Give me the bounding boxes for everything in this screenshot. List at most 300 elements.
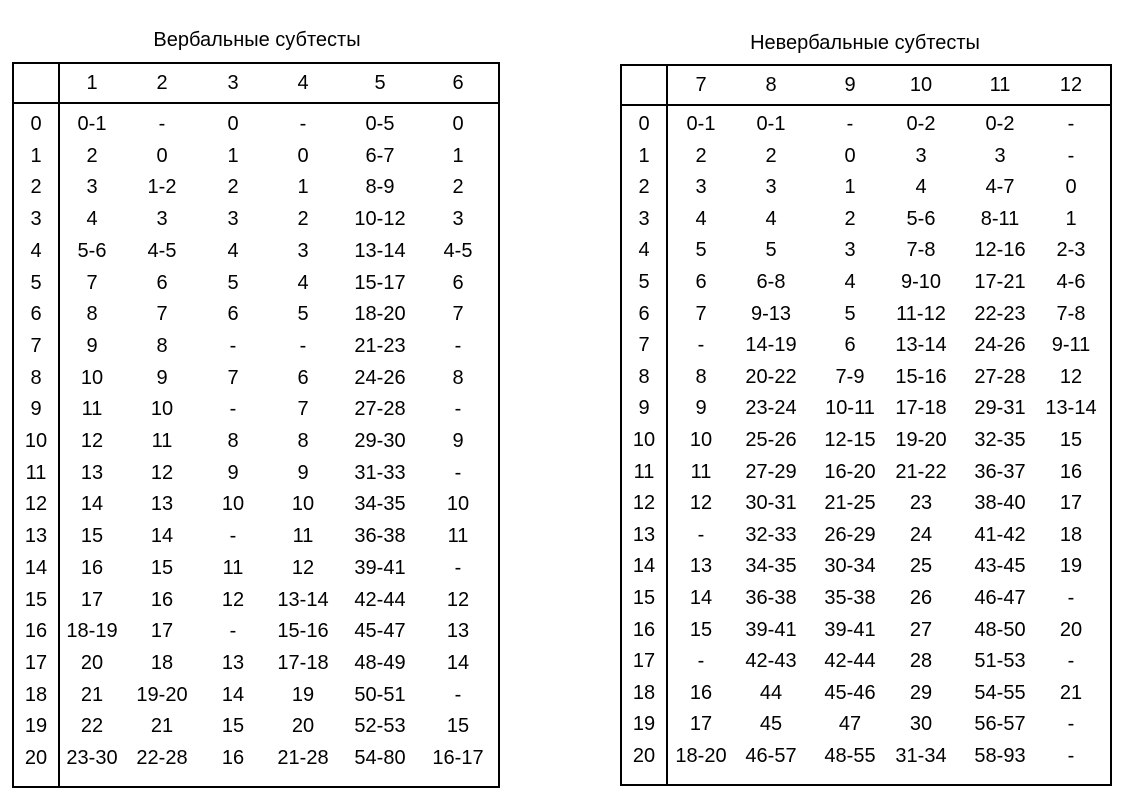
table-cell: 5 [695, 239, 707, 262]
column-header: 9 [844, 74, 856, 96]
table-cell: 3 [156, 208, 168, 231]
table-cell: 43-45 [974, 555, 1026, 578]
table-cell: 4-7 [985, 176, 1015, 199]
table-cell: 10 [291, 493, 315, 516]
table-cell: 12 [291, 556, 315, 579]
table-cell: 10 [446, 493, 470, 516]
table-cell: 58-93 [974, 745, 1026, 767]
table-cell: 0-1 [77, 113, 107, 135]
table-cell: - [454, 683, 462, 706]
table-cell: - [454, 398, 462, 421]
table-cell: 8 [227, 430, 239, 452]
table-cell: 39-41 [824, 618, 876, 641]
table-cell: 7 [227, 366, 239, 389]
table-cell: 2 [452, 176, 464, 199]
table-cell: 17-18 [895, 397, 947, 420]
table-cell: - [454, 461, 462, 484]
column-header: 6 [452, 72, 464, 94]
row-label: 3 [30, 208, 42, 231]
table-cell: 7 [156, 303, 168, 326]
table-cell: 7 [86, 271, 98, 294]
table-cell: 35-38 [824, 587, 876, 609]
table-cell: - [158, 113, 166, 135]
row-label: 20 [632, 745, 656, 767]
table-cell: 10 [689, 429, 713, 451]
table-cell: 5 [844, 302, 856, 325]
table-cell: 16-17 [432, 747, 484, 769]
table-cell: 16 [1059, 460, 1083, 483]
table-cell: 9-10 [900, 271, 942, 293]
table-cell: 25-26 [745, 429, 797, 451]
table-cell: 3 [915, 144, 927, 167]
table-cell: 13-14 [1045, 397, 1097, 420]
row-label: 6 [30, 303, 42, 326]
table-cell: - [697, 334, 705, 357]
table-cell: 23 [909, 492, 933, 515]
table-cell: 11 [292, 525, 314, 548]
row-label: 7 [30, 334, 42, 357]
row-label: 12 [24, 493, 48, 516]
row-label: 0 [30, 113, 42, 135]
table-cell: 4 [765, 207, 777, 230]
table-cell: 17 [80, 588, 104, 611]
column-header: 8 [765, 74, 777, 96]
table-cell: 14 [221, 683, 245, 706]
table-cell: 22-23 [974, 302, 1026, 325]
table-cell: - [229, 398, 237, 421]
table-cell: - [229, 334, 237, 357]
table-cell: 21 [150, 715, 174, 738]
table-cell: 6 [156, 271, 168, 294]
table-cell: 5-6 [906, 207, 936, 230]
table-cell: 18-19 [66, 620, 118, 643]
table-cell: 34-35 [354, 493, 406, 516]
table-cell: 8 [297, 430, 309, 452]
table-cell: 3 [86, 176, 98, 199]
table-cell: 38-40 [974, 492, 1026, 515]
table-cell: 0 [227, 113, 239, 135]
table-cell: - [229, 620, 237, 643]
table-cell: 1 [227, 144, 239, 167]
table-cell: 4 [227, 239, 239, 262]
table-cell: 6-7 [365, 144, 395, 167]
table-cell: 9 [86, 334, 98, 357]
table-cell: 21-23 [354, 334, 406, 357]
table-cell: - [1067, 713, 1075, 736]
table-cell: 15 [150, 556, 174, 579]
table-cell: 14 [150, 525, 174, 548]
table-cell: 7-8 [906, 239, 936, 262]
row-label: 6 [638, 302, 650, 325]
table-cell: 4 [915, 176, 927, 199]
table-cell: 32-35 [974, 429, 1026, 451]
table-cell: 3 [994, 144, 1006, 167]
table-cell: 9 [695, 397, 707, 420]
table-cell: 8-11 [980, 207, 1020, 230]
table-cell: - [697, 523, 705, 546]
row-label: 8 [638, 365, 650, 388]
table-cell: 7 [695, 302, 707, 325]
table-cell: 42-44 [824, 650, 876, 673]
row-label: 10 [24, 430, 48, 452]
table-cell: 0 [156, 144, 168, 167]
table-cell: 15 [689, 618, 713, 641]
table-cell: 7-8 [1056, 302, 1086, 325]
table-cell: 46-57 [745, 745, 797, 767]
table-cell: 46-47 [974, 587, 1026, 609]
table-cell: 24 [909, 523, 933, 546]
table-cell: 39-41 [354, 556, 406, 579]
row-label: 15 [24, 588, 48, 611]
table-cell: 19 [291, 683, 315, 706]
table-cell: 11 [222, 556, 244, 579]
table-cell: 8 [86, 303, 98, 326]
table-cell: 41-42 [974, 523, 1026, 546]
table-cell: 12 [221, 588, 245, 611]
table-cell: 14 [446, 651, 470, 674]
row-label: 9 [30, 398, 42, 421]
row-label: 10 [632, 429, 656, 451]
table-cell: 0 [844, 144, 856, 167]
table-cell: 20-22 [745, 365, 797, 388]
table-cell: 17-18 [277, 651, 329, 674]
table-cell: - [1067, 745, 1075, 767]
table-cell: 16 [221, 747, 245, 769]
table-cell: 50-51 [354, 683, 406, 706]
table-cell: - [299, 113, 307, 135]
table-cell: 32-33 [745, 523, 797, 546]
row-label: 17 [632, 650, 656, 673]
table-cell: 3 [452, 208, 464, 231]
table-cell: 12-15 [824, 429, 876, 451]
table-cell: 13 [689, 555, 713, 578]
table-cell: 39-41 [745, 618, 797, 641]
table-cell: 54-55 [974, 681, 1026, 704]
table-cell: 47 [838, 713, 862, 736]
row-label: 13 [632, 523, 656, 546]
table-cell: 30 [909, 713, 933, 736]
table-cell: 16-20 [824, 460, 876, 483]
table-cell: 5 [297, 303, 309, 326]
table-cell: 9 [297, 461, 309, 484]
verbal-subtests-table [12, 62, 500, 788]
table-cell: 4-6 [1056, 271, 1086, 293]
table-cell: 27-28 [354, 398, 406, 421]
table-cell: 12 [689, 492, 713, 515]
table-cell: 27-29 [745, 460, 797, 483]
table-cell: 13 [221, 651, 245, 674]
table-cell: 2 [227, 176, 239, 199]
table-cell: 29-30 [354, 430, 406, 452]
row-label: 3 [638, 207, 650, 230]
table-cell: 6 [695, 271, 707, 293]
table-cell: 17 [150, 620, 174, 643]
table-cell: 1 [1065, 207, 1077, 230]
table-cell: 7 [452, 303, 464, 326]
row-label: 5 [638, 271, 650, 293]
table-cell: 6-8 [756, 271, 786, 293]
table-cell: 45-47 [354, 620, 406, 643]
table-cell: 21-25 [824, 492, 876, 515]
column-header: 3 [227, 72, 239, 94]
row-label: 16 [632, 618, 656, 641]
table-cell: 12-16 [974, 239, 1026, 262]
table-cell: 13-14 [354, 239, 406, 262]
table-cell: 29 [909, 681, 933, 704]
row-label: 4 [638, 239, 650, 262]
table-cell: 3 [765, 176, 777, 199]
table-cell: - [1067, 144, 1075, 167]
table-cell: 1-2 [147, 176, 177, 199]
row-label: 11 [633, 460, 655, 483]
table-cell: 15-16 [277, 620, 329, 643]
table-cell: 5 [765, 239, 777, 262]
row-label: 14 [24, 556, 48, 579]
table-cell: 3 [227, 208, 239, 231]
table-cell: 3 [844, 239, 856, 262]
table-cell: 12 [80, 430, 104, 452]
table-cell: 48-55 [824, 745, 876, 767]
table-cell: 13 [150, 493, 174, 516]
table-cell: 51-53 [974, 650, 1026, 673]
table-cell: 42-44 [354, 588, 406, 611]
table-cell: - [229, 525, 237, 548]
table-cell: 9-11 [1051, 334, 1091, 357]
table-cell: 18 [1059, 523, 1083, 546]
header-rule [622, 104, 1110, 106]
row-label: 19 [632, 713, 656, 736]
table-cell: 0-1 [756, 113, 786, 135]
table-cell: 54-80 [354, 747, 406, 769]
table-cell: 27-28 [974, 365, 1026, 388]
nonverbal-table-title: Невербальные субтесты [750, 32, 980, 54]
table-cell: 13 [80, 461, 104, 484]
table-cell: 56-57 [974, 713, 1026, 736]
table-cell: 6 [297, 366, 309, 389]
column-header: 12 [1059, 74, 1083, 96]
table-cell: 15 [1059, 429, 1083, 451]
table-cell: 6 [227, 303, 239, 326]
table-cell: 21-22 [895, 460, 947, 483]
table-cell: - [454, 556, 462, 579]
table-cell: 5-6 [77, 239, 107, 262]
table-cell: 13-14 [895, 334, 947, 357]
table-cell: 44 [759, 681, 783, 704]
table-cell: 29-31 [974, 397, 1026, 420]
table-cell: 36-38 [745, 587, 797, 609]
column-header: 10 [909, 74, 933, 96]
table-cell: 2 [695, 144, 707, 167]
table-cell: 8-9 [365, 176, 395, 199]
table-cell: 9 [452, 430, 464, 452]
row-label: 13 [24, 525, 48, 548]
row-label: 9 [638, 397, 650, 420]
table-cell: 15 [80, 525, 104, 548]
table-cell: 15-17 [354, 271, 406, 294]
table-cell: 23-24 [745, 397, 797, 420]
table-cell: 11 [690, 460, 712, 483]
table-cell: 2 [844, 207, 856, 230]
table-cell: 30-34 [824, 555, 876, 578]
table-cell: 14 [80, 493, 104, 516]
table-cell: 20 [80, 651, 104, 674]
table-cell: 11 [151, 430, 173, 452]
table-cell: 28 [909, 650, 933, 673]
table-cell: 12 [150, 461, 174, 484]
table-cell: 2 [86, 144, 98, 167]
table-cell: - [1067, 113, 1075, 135]
row-label: 14 [632, 555, 656, 578]
table-cell: 4-5 [147, 239, 177, 262]
table-cell: 0 [1065, 176, 1077, 199]
table-cell: 15 [446, 715, 470, 738]
table-cell: 9 [156, 366, 168, 389]
table-cell: 7 [297, 398, 309, 421]
row-label: 11 [25, 461, 47, 484]
row-label: 8 [30, 366, 42, 389]
table-cell: 4 [844, 271, 856, 293]
row-label: 19 [24, 715, 48, 738]
table-cell: 0 [297, 144, 309, 167]
row-label: 0 [638, 113, 650, 135]
table-cell: 1 [452, 144, 464, 167]
table-cell: 18-20 [675, 745, 727, 767]
table-cell: 4 [86, 208, 98, 231]
column-header: 2 [156, 72, 168, 94]
table-cell: 13-14 [277, 588, 329, 611]
table-cell: 9 [227, 461, 239, 484]
row-label: 1 [30, 144, 42, 167]
column-header: 5 [374, 72, 386, 94]
table-cell: 18-20 [354, 303, 406, 326]
table-cell: 5 [227, 271, 239, 294]
table-cell: - [1067, 650, 1075, 673]
table-cell: 27 [909, 618, 933, 641]
table-cell: 16 [689, 681, 713, 704]
row-label: 2 [638, 176, 650, 199]
table-cell: 10 [221, 493, 245, 516]
table-cell: 30-31 [745, 492, 797, 515]
table-cell: 15-16 [895, 365, 947, 388]
table-cell: 2 [765, 144, 777, 167]
table-cell: 11 [447, 525, 469, 548]
row-label: 16 [24, 620, 48, 643]
table-cell: 42-43 [745, 650, 797, 673]
table-cell: 20 [1059, 618, 1083, 641]
table-cell: 1 [297, 176, 309, 199]
table-cell: 17 [1059, 492, 1083, 515]
table-cell: 52-53 [354, 715, 406, 738]
table-cell: - [697, 650, 705, 673]
column-header: 7 [695, 74, 707, 96]
row-label: 2 [30, 176, 42, 199]
table-cell: 48-49 [354, 651, 406, 674]
table-cell: 31-33 [354, 461, 406, 484]
table-cell: 19-20 [136, 683, 188, 706]
table-cell: 24-26 [354, 366, 406, 389]
table-cell: 20 [291, 715, 315, 738]
table-cell: 36-37 [974, 460, 1026, 483]
table-cell: 22-28 [136, 747, 188, 769]
table-cell: 8 [695, 365, 707, 388]
row-label: 18 [24, 683, 48, 706]
table-cell: 0-5 [365, 113, 395, 135]
verbal-table-title: Вербальные субтесты [153, 29, 361, 51]
row-label: 12 [632, 492, 656, 515]
table-cell: 6 [452, 271, 464, 294]
table-cell: 26 [909, 587, 933, 609]
table-cell: 19-20 [895, 429, 947, 451]
table-cell: 16 [80, 556, 104, 579]
table-cell: 3 [297, 239, 309, 262]
table-cell: - [1067, 587, 1075, 609]
table-cell: 25 [909, 555, 933, 578]
table-cell: 45-46 [824, 681, 876, 704]
table-cell: 0-2 [985, 113, 1015, 135]
table-cell: 12 [446, 588, 470, 611]
table-cell: 0-1 [686, 113, 716, 135]
table-cell: 2-3 [1056, 239, 1086, 262]
table-cell: 9-13 [750, 302, 792, 325]
table-cell: 4-5 [443, 239, 473, 262]
table-cell: 21 [1059, 681, 1083, 704]
column-header: 4 [297, 72, 309, 94]
table-cell: 34-35 [745, 555, 797, 578]
table-cell: 2 [297, 208, 309, 231]
table-cell: 11-12 [896, 302, 946, 325]
table-cell: 8 [156, 334, 168, 357]
nonverbal-subtests-table [620, 64, 1112, 786]
table-cell: 22 [80, 715, 104, 738]
table-cell: 4 [297, 271, 309, 294]
column-header: 1 [86, 72, 98, 94]
table-cell: 31-34 [895, 745, 947, 767]
table-cell: 6 [844, 334, 856, 357]
table-cell: 10 [150, 398, 174, 421]
table-cell: 17-21 [974, 271, 1026, 293]
table-cell: 7-9 [835, 365, 865, 388]
table-cell: 48-50 [974, 618, 1026, 641]
table-cell: 26-29 [824, 523, 876, 546]
table-cell: 1 [844, 176, 856, 199]
column-header: 11 [989, 74, 1011, 96]
table-cell: 8 [452, 366, 464, 389]
table-cell: 12 [1059, 365, 1083, 388]
table-cell: 11 [81, 398, 103, 421]
table-cell: 24-26 [974, 334, 1026, 357]
row-label: 18 [632, 681, 656, 704]
table-cell: 36-38 [354, 525, 406, 548]
table-cell: 19 [1059, 555, 1083, 578]
table-cell: 10 [80, 366, 104, 389]
table-cell: 0 [452, 113, 464, 135]
table-cell: - [454, 334, 462, 357]
table-cell: 21-28 [277, 747, 329, 769]
row-label: 5 [30, 271, 42, 294]
table-cell: 3 [695, 176, 707, 199]
table-cell: 10-11 [825, 397, 875, 420]
table-cell: 4 [695, 207, 707, 230]
table-cell: 18 [150, 651, 174, 674]
table-cell: 15 [221, 715, 245, 738]
table-cell: 13 [446, 620, 470, 643]
row-label: 1 [638, 144, 650, 167]
table-cell: 21 [80, 683, 104, 706]
table-cell: 14-19 [745, 334, 797, 357]
header-rule [14, 102, 498, 104]
table-cell: 0-2 [906, 113, 936, 135]
table-cell: 14 [689, 587, 713, 609]
